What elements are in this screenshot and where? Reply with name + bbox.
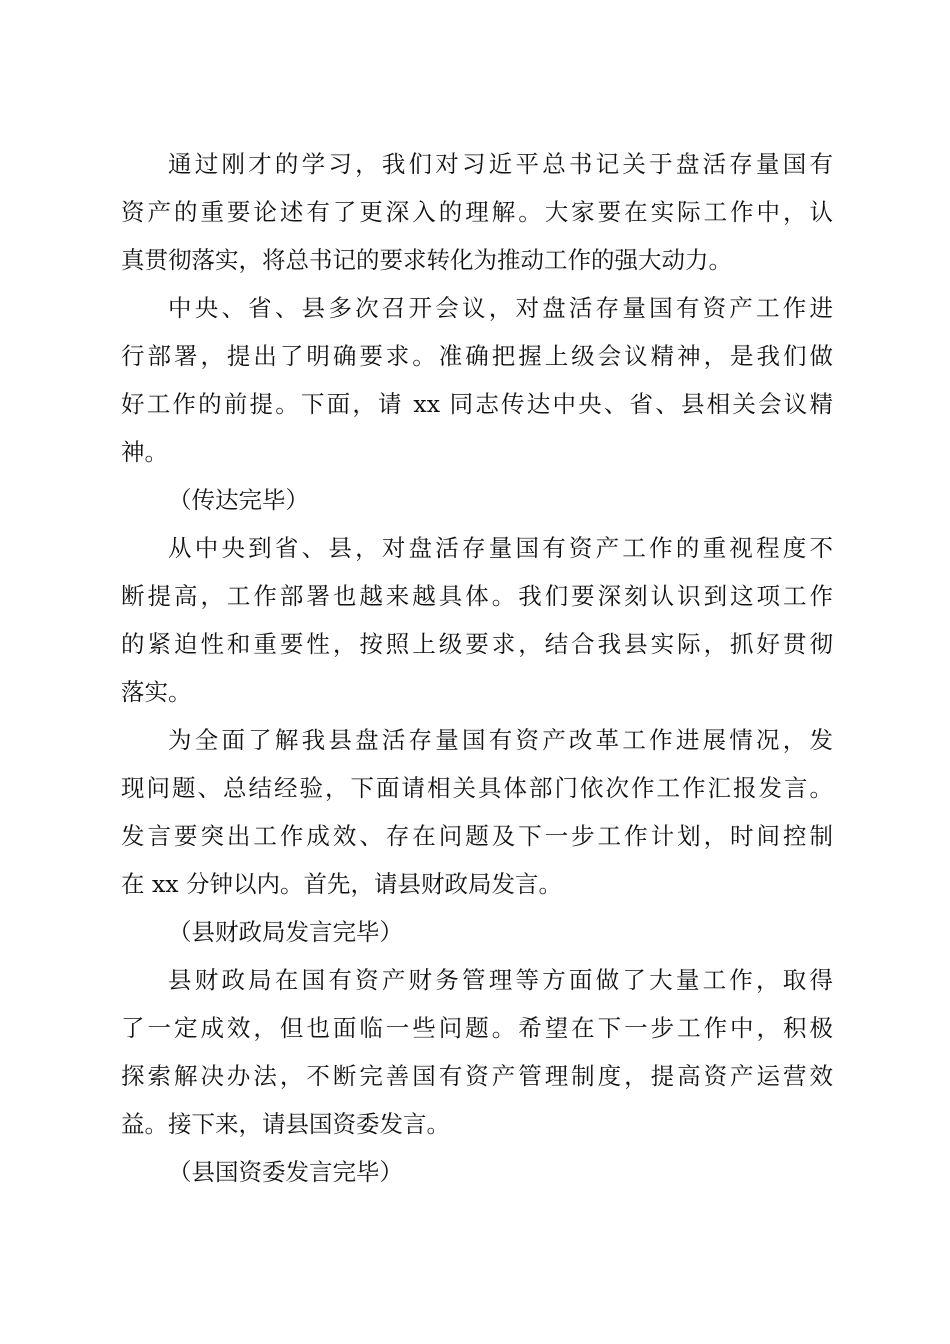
text-line: 发言要突出工作成效、存在问题及下一步工作计划，时间控制: [121, 822, 833, 850]
text-line: 神。: [121, 438, 168, 466]
text-line: （传达完毕）: [168, 486, 309, 514]
text-line: 益。接下来，请县国资委发言。: [121, 1110, 450, 1138]
procedural-note: [121, 1148, 833, 1196]
text-line: 从中央到省、县，对盘活存量国有资产工作的重视程度不: [168, 534, 833, 562]
paragraph: [121, 716, 833, 908]
text-line: 县财政局在国有资产财务管理等方面做了大量工作，取得: [168, 966, 833, 994]
text-line: 资产的重要论述有了更深入的理解。大家要在实际工作中，认: [121, 198, 833, 226]
paragraph: [121, 284, 833, 476]
text-line: （县财政局发言完毕）: [168, 918, 403, 946]
text-line: 现问题、总结经验，下面请相关具体部门依次作工作汇报发言。: [121, 774, 833, 802]
text-line: 好工作的前提。下面，请 xx 同志传达中央、省、县相关会议精: [121, 390, 833, 418]
text-line: 中央、省、县多次召开会议，对盘活存量国有资产工作进: [168, 294, 833, 322]
procedural-note: [121, 476, 833, 524]
procedural-note: [121, 908, 833, 956]
text-line: 落实。: [121, 678, 192, 706]
text-line: 断提高，工作部署也越来越具体。我们要深刻认识到这项工作: [121, 582, 833, 610]
paragraph: [121, 524, 833, 716]
paragraph: [121, 140, 833, 284]
text-line: 真贯彻落实，将总书记的要求转化为推动工作的强大动力。: [121, 246, 732, 274]
text-line: 探索解决办法，不断完善国有资产管理制度，提高资产运营效: [121, 1062, 833, 1090]
paragraph: [121, 956, 833, 1148]
text-line: 在 xx 分钟以内。首先，请县财政局发言。: [121, 870, 562, 898]
text-line: 行部署，提出了明确要求。准确把握上级会议精神，是我们做: [121, 342, 833, 370]
text-line: 的紧迫性和重要性，按照上级要求，结合我县实际，抓好贯彻: [121, 630, 833, 658]
text-line: 为全面了解我县盘活存量国有资产改革工作进展情况，发: [168, 726, 833, 754]
document-body: [121, 140, 833, 1196]
text-line: 通过刚才的学习，我们对习近平总书记关于盘活存量国有: [168, 150, 833, 178]
text-line: 了一定成效，但也面临一些问题。希望在下一步工作中，积极: [121, 1014, 833, 1042]
text-line: （县国资委发言完毕）: [168, 1158, 403, 1186]
